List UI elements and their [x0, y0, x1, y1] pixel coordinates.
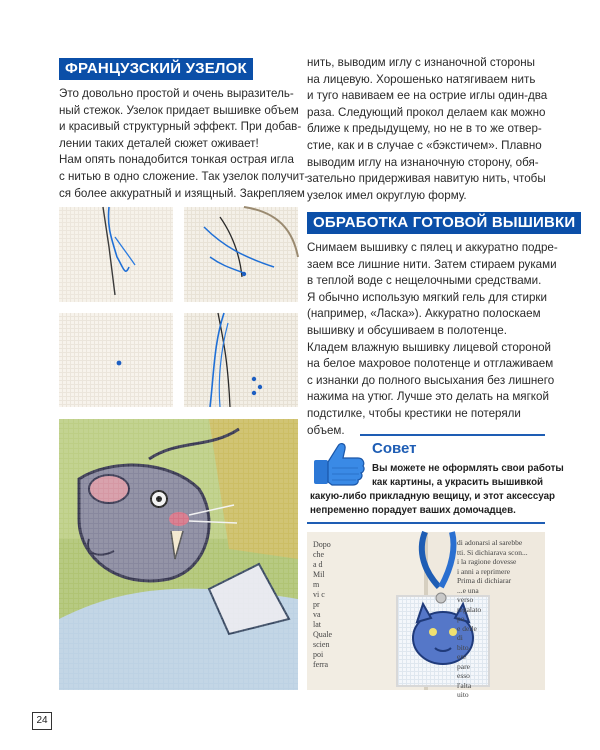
step-photo-2 [184, 207, 298, 302]
thumbs-up-icon [310, 438, 368, 488]
step-photo-3 [59, 313, 173, 407]
embroidery-closeup-photo [59, 419, 298, 690]
french-knot-text: Это довольно простой и очень выразитель- ный стежок. Узелок придает вышивке объем и красивый структурный эффект. При добав- лении таких деталей сюжет оживает! Нам опять понадобится тонкая острая игла с нитью в одно сложение. Так узелок получит- ся более аккуратный и изящный. Закрепляем [59, 87, 309, 200]
tip-title: Совет [372, 440, 417, 457]
tip-divider-bottom [307, 522, 545, 524]
tip-text-continued: какую-либо прикладную вещицу, и этот аксессуар непременно порадует ваших домочадцев. [310, 491, 556, 516]
step-photo-4 [184, 313, 298, 407]
finishing-text: Снимаем вышивку с пялец и аккуратно подре- заем все лишние нити. Затем стираем руками в теплой воде с нещелочными средствами. Я обычно использую мягкий гель для стирки (например, «Ласка»). Аккуратно полоскаем вышивку и обсушиваем в полотенце. Кладем влажную вышивку лицевой стороной на белое махровое полотенце и отглаживаем с изнанки до полного высыхания без лишнего нажима на утюг. Лучше это делать на мягкой подстилке, чтобы крестики не потеряли объем. [307, 241, 558, 437]
tip-divider-top [360, 434, 545, 436]
section-heading-french-knot: ФРАНЦУЗСКИЙ УЗЕЛОК [59, 58, 253, 80]
french-knot-text-continued: нить, выводим иглу с изнаночной стороны на лицевую. Хорошенько натягиваем нить и туго навиваем ее на острие иглы один-два раза. Следующий прокол делаем как можно ближе к предыдущему, но не в то же отвер- стие, как и в случае с «бэкстичем». Плавно выводим иглу на изнаночную сторону, обя- зательно придерживая навитую нить, чтобы узелок имел округлую форму. [307, 56, 548, 202]
tip-icon [310, 438, 368, 488]
step-photo-1 [59, 207, 173, 302]
book-text-left: Dopo che a d Mil m vi c pr va lat Quale scien poi ferra [313, 540, 333, 669]
book-text-right: di adonarsi al sarebbe tti. Si dichiarava scon... i la ragione dovesse i anni a reprimere Prima di dichiarar ...e una verso regalato po e delle di bito. ere pare esso l'alta uito [457, 538, 528, 699]
bookmark-photo [307, 532, 545, 699]
page-number: 24 [32, 712, 52, 730]
tip-text: Вы можете не оформлять свои работы как картины, а украсить вышивкой [372, 463, 564, 488]
section-heading-finishing: ОБРАБОТКА ГОТОВОЙ ВЫШИВКИ [307, 212, 581, 234]
